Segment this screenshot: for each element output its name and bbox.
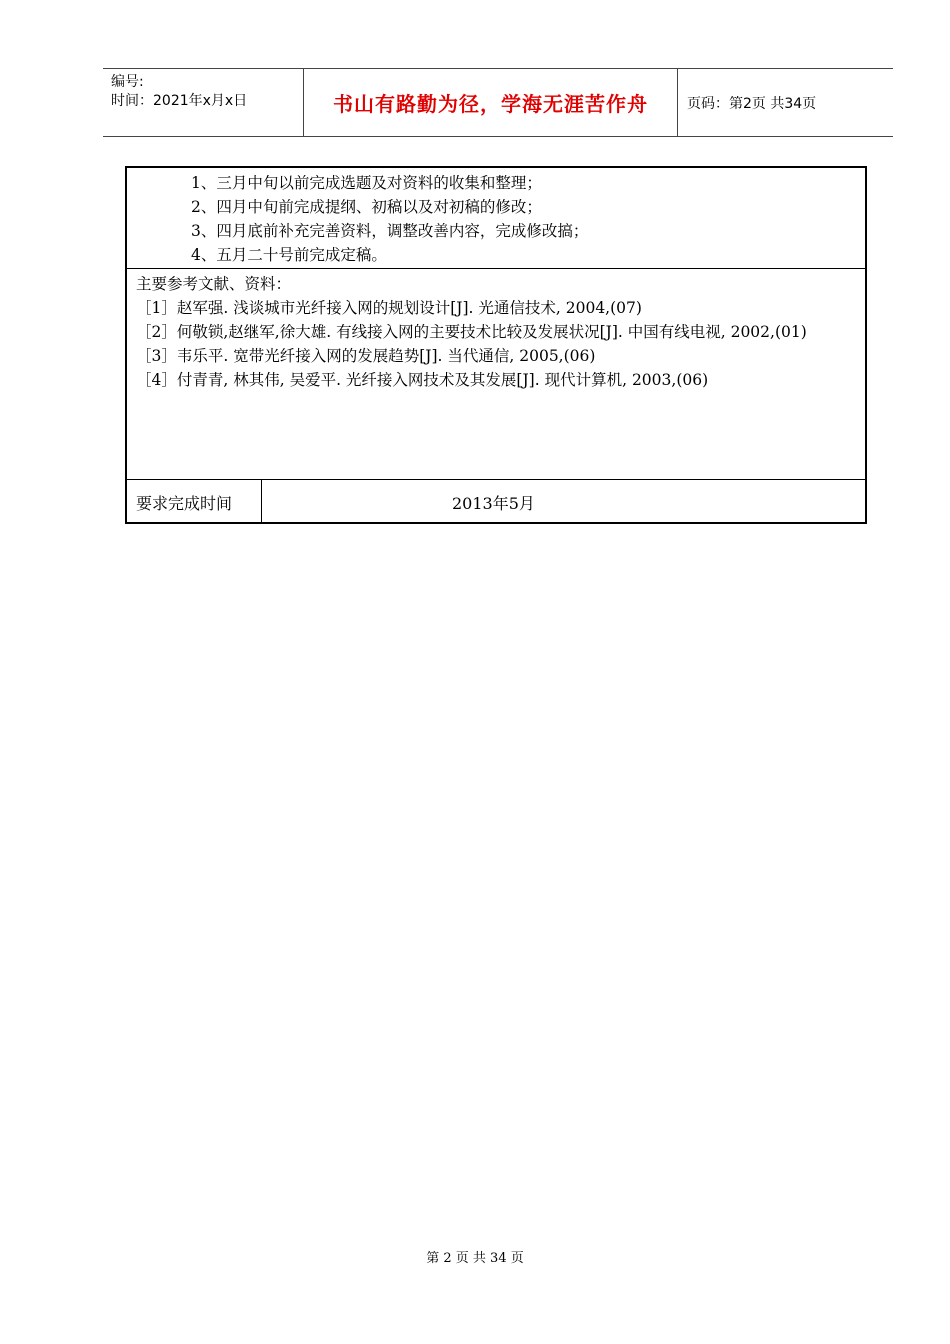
plan-item: 1、三月中旬以前完成选题及对资料的收集和整理； [191, 174, 542, 192]
reference-item: ［2］何敬锁,赵继军,徐大雄. 有线接入网的主要技术比较及发展状况[J]. 中国有线电视, 2002,(01) [136, 323, 807, 341]
reference-item: ［3］韦乐平. 宽带光纤接入网的发展趋势[J]. 当代通信, 2005,(06) [136, 347, 596, 365]
reference-item: ［1］赵军强. 浅谈城市光纤接入网的规划设计[J]. 光通信技术, 2004,(07) [136, 299, 642, 317]
plan-item: 2、四月中旬前完成提纲、初稿以及对初稿的修改； [191, 198, 542, 216]
header-meta [111, 73, 247, 111]
deadline-row [127, 480, 865, 524]
reference-item: ［4］付青青, 林其伟, 吴爱平. 光纤接入网技术及其发展[J]. 现代计算机, 2003,(06) [136, 371, 709, 389]
plan-item: 4、五月二十号前完成定稿。 [191, 246, 387, 264]
references-cell [127, 269, 865, 480]
plan-cell [127, 168, 865, 269]
time-label: 时间：2021年x月x日 [111, 93, 248, 109]
page-footer: 第 2 页 共 34 页 [426, 1251, 524, 1266]
header-motto: 书山有路勤为径，学海无涯苦作舟 [333, 92, 648, 116]
deadline-label: 要求完成时间 [127, 480, 262, 524]
task-table [125, 166, 867, 524]
header-page-info: 页码：第2页 共34页 [687, 95, 817, 112]
deadline-value: 2013年5月 [452, 493, 535, 513]
plan-item: 3、四月底前补充完善资料，调整改善内容，完成修改搞； [191, 222, 589, 240]
header-divider [677, 69, 678, 136]
number-label: 编号: [111, 74, 144, 90]
references-title: 主要参考文献、资料： [136, 275, 292, 293]
page-header [103, 68, 893, 137]
